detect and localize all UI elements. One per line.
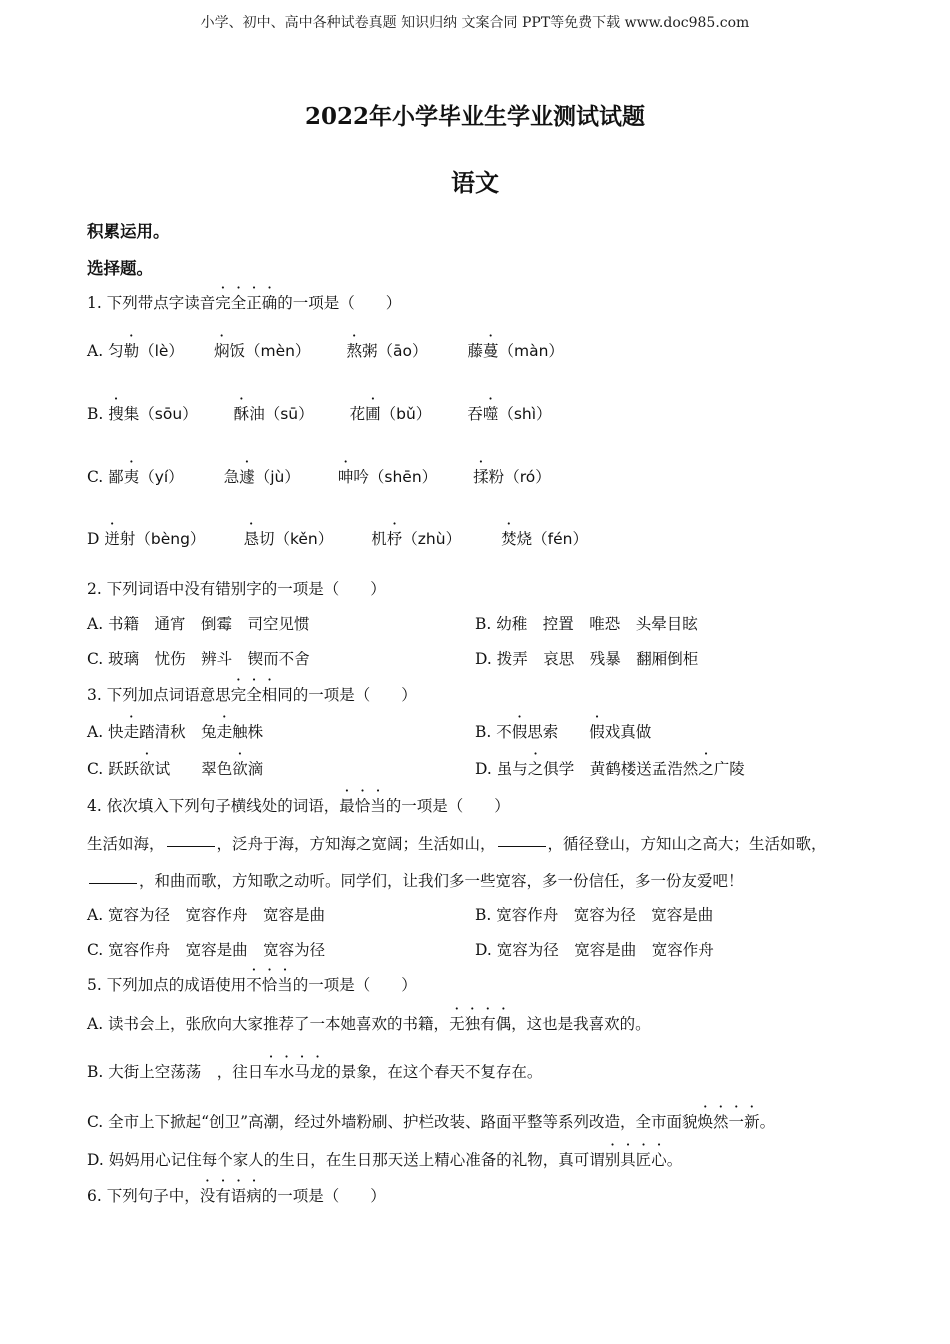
q4-passage-line-2: ，和曲而歌，方知歌之动听。同学们，让我们多一些宽容，多一份信任，多一份友爱吧！ (87, 869, 877, 891)
q2-stem: 2. 下列词语中没有错别字的一项是（ ） (87, 580, 386, 598)
q1-b-item-3: 花圃（bǔ） (349, 405, 432, 423)
q1-option-d[interactable] (87, 527, 588, 549)
q1-a-item-3: 熬粥（āo） (346, 342, 428, 360)
page-header: 小学、初中、高中各种试卷真题 知识归纳 文案合同 PPT等免费下载 www.doc985.com (200, 15, 750, 31)
q4-option-a[interactable]: A. 宽容为径 宽容作舟 宽容是曲 (87, 906, 326, 924)
q2-option-a[interactable]: A. 书籍 通宵 倒霉 司空见惯 (87, 615, 310, 633)
q5-option-d[interactable]: D. 妈妈用心记住每个家人的生日，在生日那天送上精心准备的礼物，真可谓别具匠心。 (87, 1151, 683, 1169)
q1-b-item-4: 吞噬（shì） (467, 405, 552, 423)
option-label: A. (87, 342, 109, 360)
q4-option-b[interactable]: B. 宽容作舟 宽容为径 宽容是曲 (475, 906, 714, 924)
q1-c-item-2: 急遽（jù） (223, 468, 300, 486)
q1-a-item-2: 焖饭（mèn） (213, 342, 311, 360)
q1-option-b[interactable] (87, 402, 552, 424)
exam-title: 2022年小学毕业生学业测试试题 (304, 103, 645, 130)
q4-stem: 4. 依次填入下列句子横线处的词语，最恰当的一项是（ ） (87, 797, 510, 815)
q5-stem: 5. 下列加点的成语使用不恰当的一项是（ ） (87, 976, 417, 994)
q2-option-c[interactable]: C. 玻璃 忧伤 辨斗 锲而不舍 (87, 650, 310, 668)
q1-a-item-4: 藤蔓（màn） (467, 342, 564, 360)
q6-stem: 6. 下列句子中，没有语病的一项是（ ） (87, 1187, 386, 1205)
q4-option-c[interactable]: C. 宽容作舟 宽容是曲 宽容为径 (87, 941, 326, 959)
q1-d-item-2: 恳切（kěn） (243, 530, 334, 548)
option-label: B. (87, 405, 109, 423)
q1-option-c[interactable] (87, 465, 551, 487)
q2-option-b[interactable]: B. 幼稚 控置 唯恐 头晕目眩 (475, 615, 698, 633)
q3-option-d[interactable]: D. 虽与之俱学 黄鹤楼送孟浩然之广陵 (475, 760, 745, 778)
option-label: C. (87, 468, 109, 486)
q1-option-a[interactable] (87, 339, 564, 361)
q5-option-c[interactable]: C. 全市上下掀起“创卫”高潮，经过外墙粉刷、护栏改装、路面平整等系列改造，全市面貌焕然一新。 (87, 1113, 776, 1131)
q5-option-b[interactable]: B. 大街上空荡荡 ，往日车水马龙的景象，在这个春天不复存在。 (87, 1063, 543, 1081)
answer-blank-2[interactable] (498, 845, 546, 847)
q1-stem: 1. 下列带点字读音完全正确的一项是（ ） (87, 294, 402, 312)
q1-c-item-4: 揉粉（ró） (473, 468, 551, 486)
q5-option-a[interactable]: A. 读书会上，张欣向大家推荐了一本她喜欢的书籍，无独有偶，这也是我喜欢的。 (87, 1015, 651, 1033)
q3-option-c[interactable]: C. 跃跃欲试 翠色欲滴 (87, 760, 264, 778)
option-label: D (87, 530, 105, 548)
q1-c-item-3: 呻吟（shēn） (337, 468, 438, 486)
q1-b-item-2: 酥油（sū） (233, 405, 314, 423)
answer-blank-3[interactable] (89, 882, 137, 884)
section-choice: 选择题。 (87, 259, 153, 278)
q1-d-item-3: 机杼（zhù） (371, 530, 462, 548)
q1-d-item-1: 迸射（bèng） (104, 530, 206, 548)
q1-c-item-1: 鄙夷（yí） (108, 468, 184, 486)
q3-stem: 3. 下列加点词语意思完全相同的一项是（ ） (87, 686, 417, 704)
q4-passage-line-1: 生活如海， ，泛舟于海，方知海之宽阔；生活如山， ，循径登山，方知山之高大；生活如歌， (87, 835, 827, 853)
q1-b-item-1: 搜集（sōu） (108, 405, 198, 423)
answer-blank-1[interactable] (167, 845, 215, 847)
q1-d-item-4: 焚烧（fén） (501, 530, 588, 548)
subject-title: 语文 (451, 168, 499, 197)
q4-option-d[interactable]: D. 宽容为径 宽容是曲 宽容作舟 (475, 941, 714, 959)
q3-option-a[interactable]: A. 快走踏清秋 兔走触株 (87, 723, 264, 741)
q1-a-item-1: 匀勒（lè） (108, 342, 184, 360)
q2-option-d[interactable]: D. 拨弄 哀思 残暴 翻厢倒柜 (475, 650, 699, 668)
q3-option-b[interactable]: B. 不假思索 假戏真做 (475, 723, 652, 741)
section-accumulation: 积累运用。 (87, 222, 170, 241)
